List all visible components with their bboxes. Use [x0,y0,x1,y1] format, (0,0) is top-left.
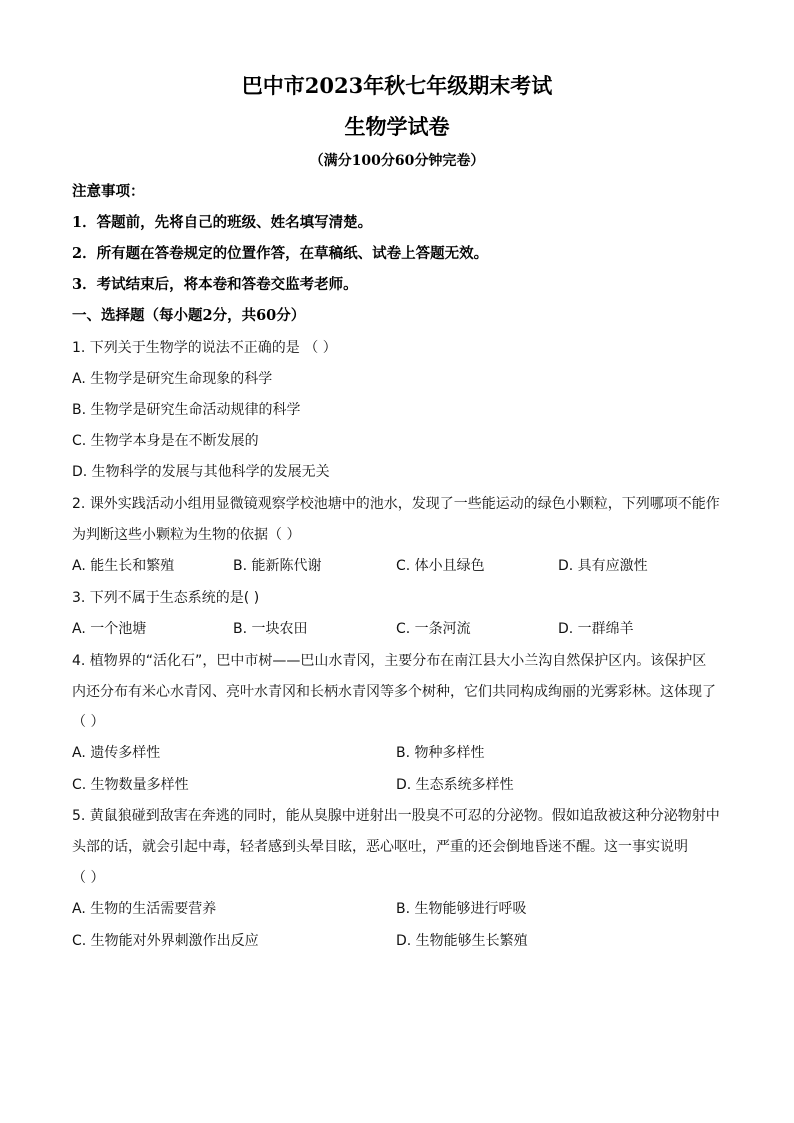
question-stem: 1. 下列关于生物学的说法不正确的是 （ ） [72,340,337,356]
question-option: B. 生物能够进行呼吸 [396,901,527,917]
notice-item: 2．所有题在答卷规定的位置作答，在草稿纸、试卷上答题无效。 [72,245,489,262]
question-option: A. 生物学是研究生命现象的科学 [72,371,273,387]
question-option: A. 能生长和繁殖 [72,558,175,574]
question-option: D. 生态系统多样性 [396,777,514,793]
question-option: D. 具有应激性 [558,558,648,574]
question-stem: （ ） [72,870,105,886]
notice-heading: 注意事项： [72,183,145,200]
question-option: B. 一块农田 [233,621,308,637]
exam-subtitle: 生物学试卷 [344,114,450,139]
question-option: D. 生物科学的发展与其他科学的发展无关 [72,464,330,480]
question-option: B. 能新陈代谢 [233,558,322,574]
question-option: D. 一群绵羊 [558,621,634,637]
notice-item: 3．考试结束后，将本卷和答卷交监考老师。 [72,276,358,293]
question-stem: 3. 下列不属于生态系统的是( ) [72,590,260,606]
section-heading: 一、选择题（每小题2分，共60分） [72,307,306,324]
question-option: C. 生物学本身是在不断发展的 [72,433,259,449]
question-stem: 4. 植物界的“活化石”，巴中市树——巴山水青冈，主要分布在南江县大小兰沟自然保护区内。该保护区 [72,653,707,669]
question-option: A. 遗传多样性 [72,745,161,761]
notice-item: 1．答题前，先将自己的班级、姓名填写清楚。 [72,214,373,231]
question-stem: （ ） [72,714,105,730]
question-option: A. 生物的生活需要营养 [72,901,217,917]
question-stem: 2. 课外实践活动小组用显微镜观察学校池塘中的池水，发现了一些能运动的绿色小颗粒，下列哪项不能作 [72,496,720,512]
question-stem: 5. 黄鼠狼碰到敌害在奔逃的同时，能从臭腺中迸射出一股臭不可忍的分泌物。假如追敌被这种分泌物射中 [72,808,720,824]
question-stem: 内还分布有米心水青冈、亮叶水青冈和长柄水青冈等多个树种，它们共同构成绚丽的光雾彩林。这体现了 [72,684,716,700]
question-stem: 头部的话，就会引起中毒，轻者感到头晕目眩，恶心呕吐，严重的还会倒地昏迷不醒。这一事实说明 [72,839,688,855]
question-stem: 为判断这些小颗粒为生物的依据（ ） [72,527,301,543]
question-option: C. 生物能对外界刺激作出反应 [72,933,259,949]
question-option: D. 生物能够生长繁殖 [396,933,528,949]
exam-score-note: （满分100分60分钟完卷） [309,153,485,169]
question-option: C. 体小且绿色 [396,558,485,574]
question-option: C. 一条河流 [396,621,471,637]
question-option: B. 物种多样性 [396,745,485,761]
question-option: A. 一个池塘 [72,621,147,637]
question-option: C. 生物数量多样性 [72,777,189,793]
question-option: B. 生物学是研究生命活动规律的科学 [72,402,301,418]
exam-title: 巴中市2023年秋七年级期末考试 [241,73,553,98]
